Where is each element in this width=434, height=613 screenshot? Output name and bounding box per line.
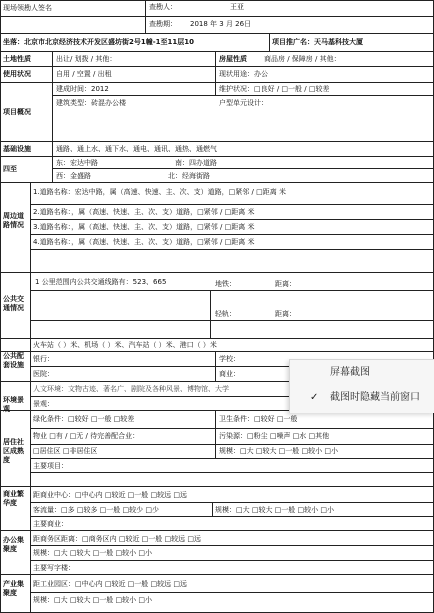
field-value: 东：宏达中路: [56, 159, 98, 167]
section-label: 使用状况: [3, 70, 31, 78]
field-label: 查勘期：: [149, 20, 177, 28]
section-label: 周边道路情况: [3, 212, 24, 229]
section-label: 环境景观: [3, 396, 24, 413]
field-value: 人文环境：文物古迹、著名广、剧院及各种风景、博物馆、大学: [33, 385, 229, 393]
field-label: 户型单元设计：: [219, 99, 268, 107]
section-label: 公共交通情况: [3, 295, 24, 312]
section-label: 四至: [3, 165, 17, 173]
field-label: 主要商业：: [33, 520, 68, 528]
checkbox-group[interactable]: 物业 □有 / □无 / 待完善配合业：: [33, 432, 140, 440]
field-label: 景观：: [33, 400, 54, 408]
road-row: 2.道路名称：，属（高速、快速、主、次、支）道路，□紧邻 / □距离 米: [33, 208, 255, 216]
checkbox-group[interactable]: 污染源：□粉尘 □噪声 □水 □其他: [219, 432, 330, 440]
section-label: 房屋性质: [219, 55, 247, 63]
checkbox-group[interactable]: 距商务区距离：□商务区内 □较近 □一般 □较远 □远: [33, 535, 201, 543]
checkbox-group[interactable]: □居住区 □非居住区: [33, 447, 98, 455]
field-label: 建成时间：2012: [56, 85, 109, 93]
menu-item-label: 屏幕截图: [330, 367, 370, 378]
check-icon: ✓: [310, 392, 319, 403]
checkbox-group[interactable]: 规模：□大 □较大 □一般 □较小 □小: [33, 549, 152, 557]
field-label: 地铁：: [215, 280, 236, 288]
field-label: 查勘人：: [149, 3, 177, 11]
checkbox-group[interactable]: 通路、通上水、通下水、通电、通讯、通热、通燃气: [56, 145, 217, 153]
checkbox-group[interactable]: 距商业中心：□中心内 □较近 □一般 □较远 □远: [33, 491, 187, 499]
field-label: 距离：: [275, 280, 296, 288]
field-label: 商业：: [219, 370, 240, 378]
field-label: 现场领勘人签名: [3, 4, 52, 12]
field-label: 现状用途：办公: [219, 70, 268, 78]
field-label: 银行：: [33, 355, 54, 363]
project-name: 项目推广名：天马基科技大厦: [272, 38, 363, 46]
checkbox-group[interactable]: 规模：□大 □较大 □一般 □较小 □小: [33, 596, 152, 604]
section-label: 居住社区成熟度: [3, 438, 24, 464]
checkbox-group[interactable]: 商品房 / 保障房 / 其他：: [264, 55, 341, 63]
section-label: 项目概况: [3, 108, 31, 116]
field-label: 主要项目：: [33, 462, 68, 470]
field-value: 北：经海街路: [168, 172, 210, 180]
menu-item-screenshot[interactable]: [290, 362, 434, 384]
field-label: 建筑类型：砖混办公楼: [56, 99, 126, 107]
section-label: 土地性质: [3, 55, 31, 63]
road-row: 3.道路名称：，属（高速、快速、主、次、支）道路，□紧邻 / □距离 米: [33, 223, 255, 231]
field-value: 1 公里范围内公共交通线路有：523、665: [35, 278, 167, 286]
road-row: 4.道路名称：，属（高速、快速、主、次、支）道路，□紧邻 / □距离 米: [33, 238, 255, 246]
field-label: 距离：: [275, 310, 296, 318]
menu-item-label: 截图时隐藏当前窗口: [330, 392, 420, 403]
checkbox-group[interactable]: 出让/ 划拨 / 其他：: [56, 55, 117, 63]
section-label: 产业集聚度: [3, 580, 24, 597]
field-value: 2018 年 3 月 26日: [190, 20, 252, 28]
checkbox-group[interactable]: 卫生条件：□较好 □一般: [219, 415, 298, 423]
checkbox-group[interactable]: 客流量：□多 □较多 □一般 □较少 □少: [33, 506, 159, 514]
checkbox-group[interactable]: 距工业园区：□中心内 □较近 □一般 □较远 □远: [33, 580, 187, 588]
field-label: 医院：: [33, 370, 54, 378]
section-label: 商业繁华度: [3, 490, 24, 507]
checkbox-group[interactable]: 自用 / 空置 / 出租: [56, 70, 112, 78]
field-value: 南：四办道路: [175, 159, 217, 167]
field-label: 学校：: [219, 355, 240, 363]
checkbox-group[interactable]: 规模：□大 □较大 □一般 □较小 □小: [219, 447, 338, 455]
checkbox-group[interactable]: 维护状况：□良好 / □一般 / □较差: [219, 85, 330, 93]
field-value: 西：金盛路: [56, 172, 91, 180]
checkbox-group[interactable]: 绿化条件：□较好 □一般 □较差: [33, 415, 135, 423]
checkbox-group[interactable]: 规模：□大 □较大 □一般 □较小 □小: [215, 506, 334, 514]
section-label: 公共配套设施: [3, 352, 24, 369]
section-label: 办公集聚度: [3, 536, 24, 553]
menu-item-hide-window[interactable]: [290, 387, 434, 409]
section-label: 基础设施: [3, 145, 31, 153]
address: 坐落：北京市北京经济技术开发区盛坊街2号1幢-1至11层10: [3, 38, 194, 46]
context-menu: [289, 359, 434, 413]
field-value: 王亚: [230, 3, 244, 11]
field-value: 火车站（ ）米、机场（ ）米、汽车站（ ）米、港口（ ）米: [33, 341, 217, 349]
field-label: 主要写字楼：: [33, 564, 75, 572]
field-label: 轻轨：: [215, 310, 236, 318]
road-row: 1.道路名称：宏达中路，属（高速、快速、主、次、支）道路，□紧邻 / □距离 米: [33, 188, 286, 196]
